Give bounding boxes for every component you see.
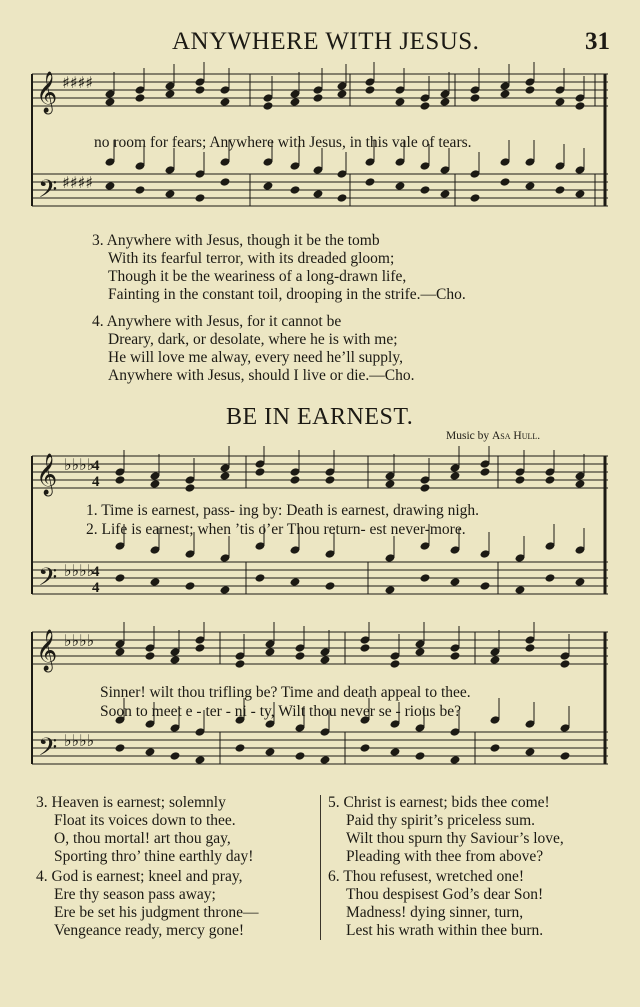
note-head <box>420 573 431 583</box>
note-head <box>105 97 116 107</box>
note-head <box>560 751 571 761</box>
note-head <box>490 655 501 665</box>
note-head <box>320 755 331 765</box>
note-head <box>420 185 431 195</box>
column-divider <box>320 795 321 940</box>
note-head <box>255 573 266 583</box>
verse-line: He will love me alway, every need he’ll supply, <box>108 349 403 366</box>
verse-line: Pleading with thee from above? <box>346 848 544 865</box>
verse-line: With its fearful terror, with its dreaded gloom; <box>108 250 395 267</box>
note-head <box>390 659 401 669</box>
note-head <box>313 93 324 103</box>
verse-line: Ere be set his judgment throne— <box>54 904 259 921</box>
note-head <box>555 185 566 195</box>
verse-line: Wilt thou spurn thy Saviour’s love, <box>346 830 564 847</box>
note-head <box>290 185 301 195</box>
note-head <box>320 655 331 665</box>
svg-text:𝄢: 𝄢 <box>38 563 58 598</box>
note-head <box>195 85 206 95</box>
note-head <box>170 655 181 665</box>
note-head <box>337 193 348 203</box>
note-head <box>265 647 276 657</box>
note-head <box>165 89 176 99</box>
chorus-lyric-line-1: Sinner! wilt thou trifling be? Time and death appeal to thee. <box>100 684 471 701</box>
svg-text:♯♯♯♯: ♯♯♯♯ <box>62 73 93 92</box>
svg-text:♭♭♭♭: ♭♭♭♭ <box>64 455 95 474</box>
note-head <box>395 97 406 107</box>
note-head <box>440 189 451 199</box>
note-head <box>150 577 161 587</box>
music-credit <box>446 430 540 442</box>
verse-line: 3. Anywhere with Jesus, though it be the tomb <box>92 232 380 249</box>
svg-text:𝄢: 𝄢 <box>38 175 58 210</box>
note-head <box>337 89 348 99</box>
note-head <box>555 97 566 107</box>
note-head <box>500 177 511 187</box>
hymn1-refrain-lyric: no room for fears; Anywhere with Jesus, in this vale of tears. <box>94 134 472 151</box>
note-head <box>135 185 146 195</box>
verse-line: 3. Heaven is earnest; solemnly <box>36 794 226 811</box>
note-head <box>220 471 231 481</box>
note-head <box>450 471 461 481</box>
verse2-lyric-line: 2. Life is earnest; when ’tis o’er Thou return- est never-more. <box>86 521 466 538</box>
note-head <box>185 581 196 591</box>
note-head <box>515 475 526 485</box>
note-head <box>575 189 586 199</box>
note-head <box>135 93 146 103</box>
note-head <box>490 743 501 753</box>
note-head <box>480 581 491 591</box>
verse-line: Madness! dying sinner, turn, <box>346 904 524 921</box>
verse-line: 5. Christ is earnest; bids thee come! <box>328 794 550 811</box>
note-head <box>415 647 426 657</box>
note-head <box>115 475 126 485</box>
note-head <box>150 479 161 489</box>
svg-text:𝄢: 𝄢 <box>38 733 58 768</box>
note-head <box>575 479 586 489</box>
note-head <box>115 647 126 657</box>
verse-line: Ere thy season pass away; <box>54 886 216 903</box>
note-head <box>395 181 406 191</box>
page-header <box>0 26 640 58</box>
verse-line: O, thou mortal! art thou gay, <box>54 830 231 847</box>
verse-line: Anywhere with Jesus, should I live or die.—Cho. <box>108 367 415 384</box>
note-head <box>525 643 536 653</box>
note-head <box>365 177 376 187</box>
note-head <box>290 97 301 107</box>
note-head <box>295 751 306 761</box>
note-head <box>440 97 451 107</box>
note-head <box>195 755 206 765</box>
note-head <box>560 659 571 669</box>
note-head <box>450 651 461 661</box>
bass-time-sig-top: 4 <box>92 564 100 580</box>
svg-text:♭♭♭♭: ♭♭♭♭ <box>64 631 95 650</box>
verse-line: Float its voices down to thee. <box>54 812 236 829</box>
svg-text:𝄞: 𝄞 <box>36 630 58 671</box>
bass-time-sig-bottom: 4 <box>92 580 100 596</box>
note-head <box>105 181 116 191</box>
note-head <box>220 97 231 107</box>
note-head <box>385 479 396 489</box>
note-head <box>470 193 481 203</box>
note-head <box>360 743 371 753</box>
note-head <box>115 573 126 583</box>
note-head <box>235 659 246 669</box>
note-head <box>480 467 491 477</box>
note-head <box>195 193 206 203</box>
note-head <box>545 573 556 583</box>
note-head <box>255 467 266 477</box>
verse-line: Sporting thro’ thine earthly day! <box>54 848 254 865</box>
note-head <box>290 577 301 587</box>
note-head <box>145 747 156 757</box>
note-head <box>145 651 156 661</box>
verse-line: 4. Anywhere with Jesus, for it cannot be <box>92 313 342 330</box>
verse-line: Paid thy spirit’s priceless sum. <box>346 812 536 829</box>
note-head <box>165 189 176 199</box>
verse-line: Dreary, dark, or desolate, where he is with me; <box>108 331 398 348</box>
verse1-lyric-line: 1. Time is earnest, pass- ing by: Death is earnest, drawing nigh. <box>86 502 480 519</box>
note-head <box>420 483 431 493</box>
note-head <box>325 475 336 485</box>
svg-text:𝄞: 𝄞 <box>36 454 58 495</box>
note-head <box>263 181 274 191</box>
verse-line: Thou despisest God’s dear Son! <box>346 886 544 903</box>
verse-line: Though it be the weariness of a long-drawn life, <box>108 268 407 285</box>
note-head <box>295 651 306 661</box>
verse-line: Lest his wrath within thee burn. <box>346 922 544 939</box>
note-head <box>385 585 396 595</box>
note-head <box>220 585 231 595</box>
chorus-lyric-line-2: Soon to meet e - ter - ni - ty, Wilt thou never se - rious be? <box>100 703 461 720</box>
credit-prefix: Music by <box>446 430 490 442</box>
note-head <box>290 475 301 485</box>
note-head <box>525 747 536 757</box>
note-head <box>325 581 336 591</box>
note-head <box>525 181 536 191</box>
hymn2-title: BE IN EARNEST. <box>226 404 414 430</box>
verse-line: 6. Thou refusest, wretched one! <box>328 868 524 885</box>
note-head <box>525 85 536 95</box>
note-head <box>575 101 586 111</box>
svg-text:♭♭♭♭: ♭♭♭♭ <box>64 731 95 750</box>
note-head <box>265 747 276 757</box>
composer-name: Asa Hull. <box>492 430 541 442</box>
note-head <box>420 101 431 111</box>
note-head <box>515 585 526 595</box>
note-head <box>500 89 511 99</box>
note-head <box>115 743 126 753</box>
note-head <box>170 751 181 761</box>
note-head <box>220 177 231 187</box>
note-head <box>450 577 461 587</box>
note-head <box>360 643 371 653</box>
verse-line: Vengeance ready, mercy gone! <box>54 922 245 939</box>
note-head <box>263 101 274 111</box>
page-number: 31 <box>585 28 610 55</box>
svg-text:𝄞: 𝄞 <box>36 72 58 113</box>
svg-text:♯♯♯♯: ♯♯♯♯ <box>62 173 93 192</box>
note-head <box>470 93 481 103</box>
time-sig-top: 4 <box>92 458 100 474</box>
note-head <box>545 475 556 485</box>
note-head <box>195 643 206 653</box>
note-head <box>313 189 324 199</box>
hymn2-score-system-2 <box>0 622 640 782</box>
hymn-title: ANYWHERE WITH JESUS. <box>172 28 480 55</box>
verse-line: 4. God is earnest; kneel and pray, <box>36 868 243 885</box>
note-head <box>415 751 426 761</box>
time-sig-bottom: 4 <box>92 474 100 490</box>
note-head <box>185 483 196 493</box>
note-head <box>365 85 376 95</box>
verse-line: Fainting in the constant toil, drooping in the strife.—Cho. <box>108 286 466 303</box>
note-head <box>390 747 401 757</box>
note-head <box>575 577 586 587</box>
note-head <box>235 743 246 753</box>
svg-text:♭♭♭♭: ♭♭♭♭ <box>64 561 95 580</box>
note-head <box>450 755 461 765</box>
